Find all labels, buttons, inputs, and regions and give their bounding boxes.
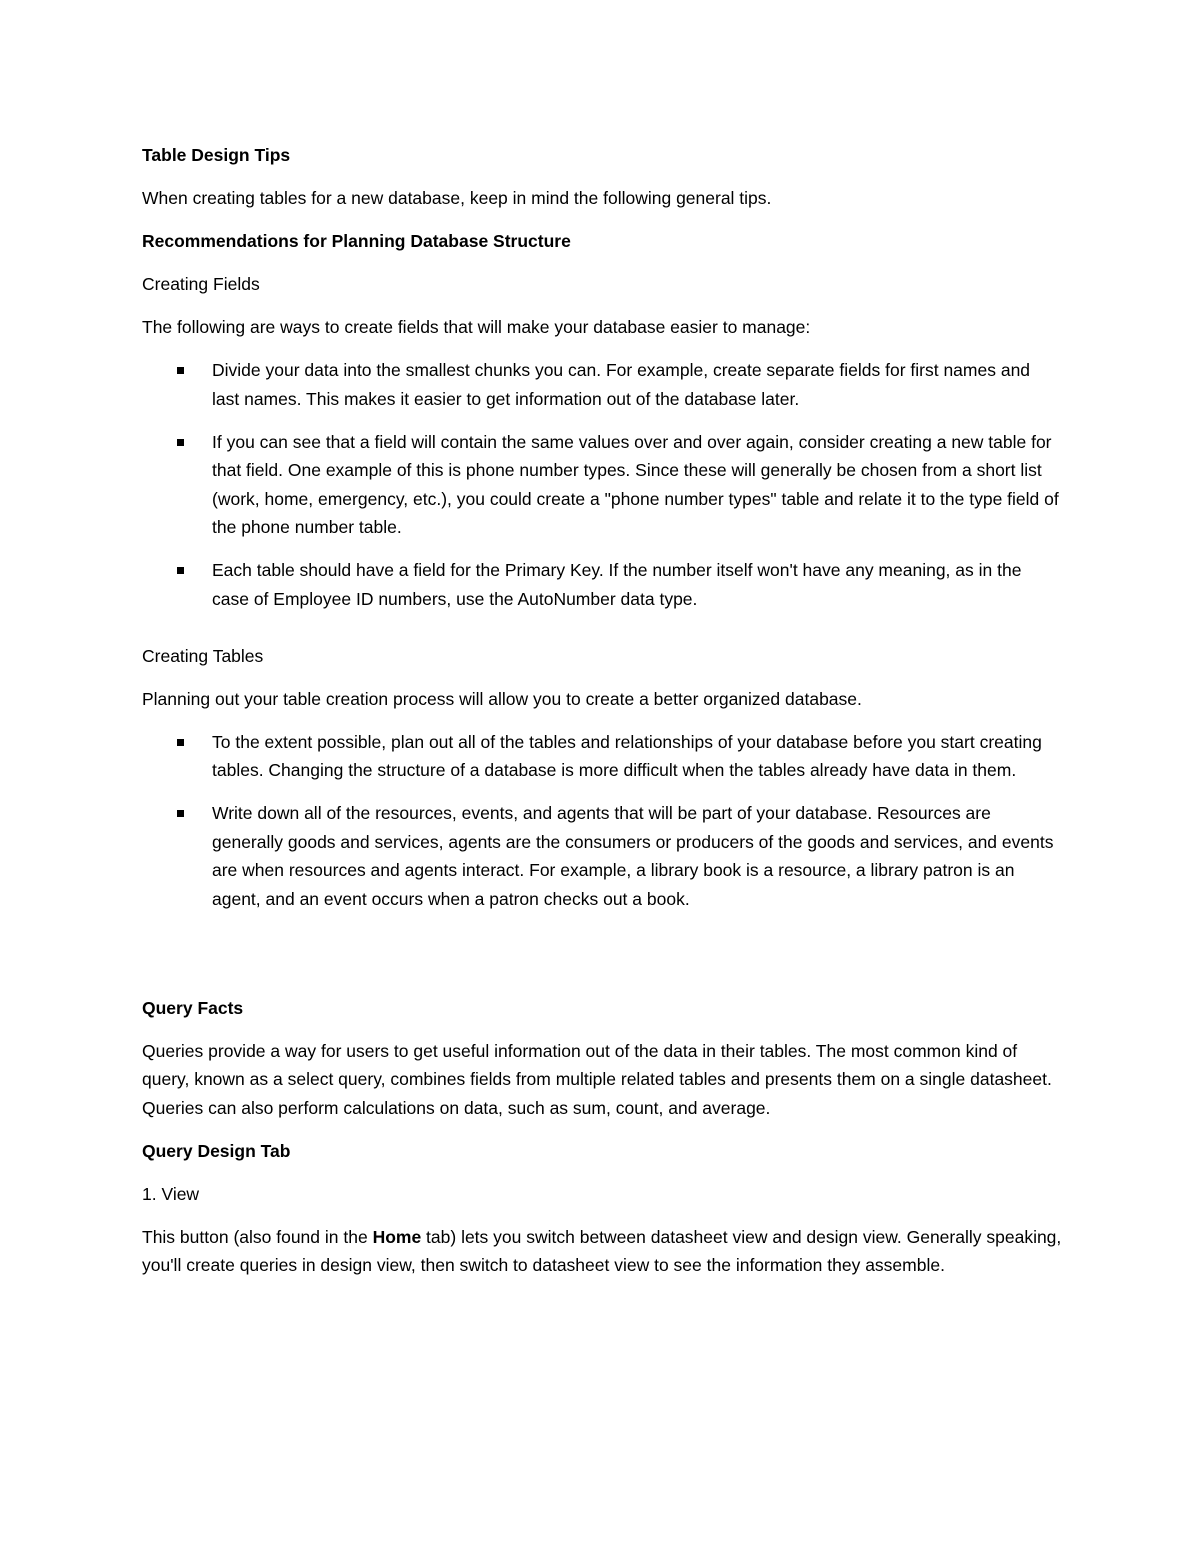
square-bullet-icon xyxy=(177,367,184,374)
query-facts-body: Queries provide a way for users to get useful information out of the data in their tables. The most common kind of query, known as a select query, combines fields from multiple related tables and presents them on a single datasheet. Queries can also perform calculations on data, such as sum, count, and average. xyxy=(142,1040,1052,1118)
square-bullet-icon xyxy=(177,739,184,746)
spacer xyxy=(142,928,1062,994)
square-bullet-icon xyxy=(177,439,184,446)
heading-table-design-tips: Table Design Tips xyxy=(142,145,291,165)
creating-fields-intro: The following are ways to create fields that will make your database easier to manage: xyxy=(142,317,811,337)
list-item-text: Write down all of the resources, events, and agents that will be part of your database. Resources are generally goods and services, agents are the consumers or producers of the goods and services, and events are when resources and agents interact. For example, a library book is a resource, a library patron is an agent, and an event occurs when a patron checks out a book. xyxy=(212,803,1054,909)
query-design-body-home: Home xyxy=(372,1226,422,1247)
list-item xyxy=(142,728,1062,785)
creating-tables-list xyxy=(142,728,1062,914)
heading-query-facts: Query Facts xyxy=(142,997,244,1018)
square-bullet-icon xyxy=(177,567,184,574)
list-item xyxy=(142,428,1062,542)
heading-creating-tables: Creating Tables xyxy=(142,645,264,666)
creating-fields-list xyxy=(142,356,1062,613)
heading-recommendations: Recommendations for Planning Database Structure xyxy=(142,231,571,251)
spacer xyxy=(142,628,1062,642)
query-design-body-start: This button (also found in the xyxy=(142,1226,373,1247)
list-item xyxy=(142,556,1062,613)
table-design-intro: When creating tables for a new database, keep in mind the following general tips. xyxy=(142,188,772,208)
creating-tables-intro: Planning out your table creation process will allow you to create a better organized database. xyxy=(142,688,862,709)
query-design-body-end: tab) lets you switch between datasheet view and design view. Generally speaking, you'll create queries in design view, then switch to datasheet view to see the information they assemble. xyxy=(142,1226,1062,1275)
heading-creating-fields: Creating Fields xyxy=(142,274,260,294)
list-item-text: Each table should have a field for the Primary Key. If the number itself won't have any meaning, as in the case of Employee ID numbers, use the AutoNumber data type. xyxy=(212,560,1022,609)
list-item xyxy=(142,356,1062,413)
square-bullet-icon xyxy=(177,810,184,817)
list-item-text: To the extent possible, plan out all of the tables and relationships of your database before you start creating tables. Changing the structure of a database is more difficult when the tables already have data in them. xyxy=(212,731,1042,780)
list-item-text: Divide your data into the smallest chunks you can. For example, create separate fields for first names and last names. This makes it easier to get information out of the database later. xyxy=(212,360,1031,409)
query-design-item-title: 1. View xyxy=(142,1183,200,1204)
list-item xyxy=(142,799,1062,913)
document-body xyxy=(142,141,1062,1294)
query-design-body xyxy=(142,1223,1062,1280)
list-item-text: If you can see that a field will contain the same values over and over again, consider creating a new table for that field. One example of this is phone number types. Since these will generally be chosen from a short list (work, home, emergency, etc.), you could create a "phone number types" table and relate it to the type field of the phone number table. xyxy=(212,431,1059,537)
heading-query-design-tab: Query Design Tab xyxy=(142,1140,291,1161)
